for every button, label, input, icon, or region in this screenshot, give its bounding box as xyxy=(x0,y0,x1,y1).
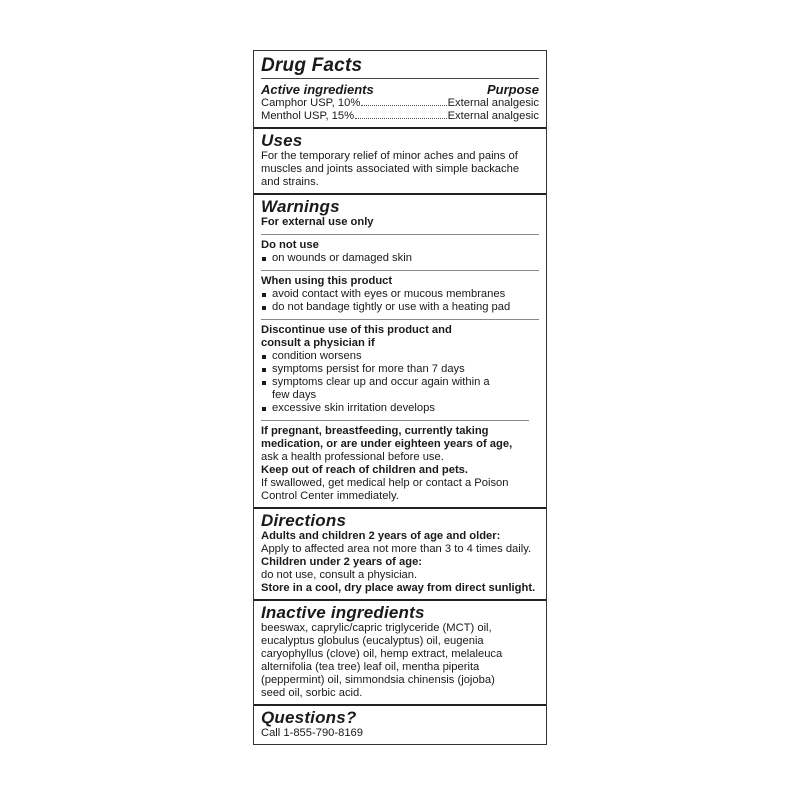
drug-facts-title: Drug Facts xyxy=(261,51,539,79)
directions-section xyxy=(261,509,539,599)
list-item xyxy=(261,376,539,402)
list-item xyxy=(261,288,539,301)
list-item xyxy=(261,252,539,265)
children-dosage-heading: Children under 2 years of age: xyxy=(261,556,423,568)
children-dosage-text: do not use, consult a physician. xyxy=(261,569,418,581)
inactive-ingredients-heading: Inactive ingredients xyxy=(261,603,425,622)
pregnancy-warning xyxy=(261,425,529,464)
active-ingredients-heading: Active ingredients xyxy=(261,82,374,97)
list-item xyxy=(261,301,539,314)
bullet-square-icon xyxy=(262,368,266,372)
bullet-square-icon xyxy=(262,355,266,359)
bullet-text: avoid contact with eyes or mucous membranes xyxy=(272,288,506,300)
warnings-section xyxy=(261,195,539,507)
adults-dosage-text: Apply to affected area not more than 3 to 4 times daily. xyxy=(261,543,532,555)
ingredient-row xyxy=(261,110,539,123)
pregnancy-warning-text: ask a health professional before use. xyxy=(261,451,444,463)
discontinue-heading: Discontinue use of this product and consult a physician if xyxy=(261,324,452,349)
ingredient-purpose: External analgesic xyxy=(447,110,539,122)
active-ingredients-section xyxy=(261,79,539,127)
when-using-list xyxy=(261,288,539,314)
bullet-text: symptoms clear up and occur again within a few days xyxy=(272,376,490,401)
uses-heading: Uses xyxy=(261,131,303,150)
do-not-use-list xyxy=(261,252,539,265)
pregnancy-warning-bold: If pregnant, breastfeeding, currently taking medication, or are under eighteen years of age, xyxy=(261,425,513,450)
questions-section xyxy=(261,706,539,744)
bullet-text: on wounds or damaged skin xyxy=(272,252,412,264)
bullet-text: condition worsens xyxy=(272,350,362,362)
bullet-text: symptoms persist for more than 7 days xyxy=(272,363,465,375)
external-use-text: For external use only xyxy=(261,216,374,228)
pregnancy-warning-block xyxy=(261,420,529,503)
list-item xyxy=(261,350,539,363)
bullet-square-icon xyxy=(262,381,266,385)
bullet-square-icon xyxy=(262,407,266,411)
keep-out-of-reach-text: Keep out of reach of children and pets. xyxy=(261,464,468,476)
ingredient-row xyxy=(261,97,539,110)
ingredient-name: Menthol USP, 15% xyxy=(261,110,355,122)
ingredient-purpose: External analgesic xyxy=(447,97,539,109)
discontinue-block xyxy=(261,319,539,415)
bullet-square-icon xyxy=(262,293,266,297)
list-item xyxy=(261,402,539,415)
warnings-heading: Warnings xyxy=(261,197,340,216)
directions-heading: Directions xyxy=(261,511,347,530)
inactive-ingredients-section xyxy=(261,601,539,704)
list-item xyxy=(261,363,539,376)
purpose-heading: Purpose xyxy=(486,82,539,97)
uses-text: For the temporary relief of minor aches and pains of muscles and joints associated with simple backache and strains. xyxy=(261,150,520,188)
when-using-block xyxy=(261,270,539,314)
questions-heading: Questions? xyxy=(261,708,357,727)
dotted-leader xyxy=(361,105,446,106)
uses-section xyxy=(261,129,539,193)
drug-facts-label xyxy=(253,50,547,745)
dotted-leader xyxy=(355,118,447,119)
when-using-heading: When using this product xyxy=(261,275,393,287)
do-not-use-heading: Do not use xyxy=(261,239,319,251)
bullet-square-icon xyxy=(262,257,266,261)
storage-text: Store in a cool, dry place away from direct sunlight. xyxy=(261,582,536,594)
ingredient-name: Camphor USP, 10% xyxy=(261,97,361,109)
inactive-ingredients-text: beeswax, caprylic/capric triglyceride (MCT) oil, eucalyptus globulus (eucalyptus) oil, eugenia caryophyllus (clove) oil, hemp extract, melaleuca alternifolia (tea tree) leaf oil, mentha piperita (peppermint) oil, simmondsia chinensis (jojoba) seed oil, sorbic acid. xyxy=(261,622,503,699)
bullet-text: do not bandage tightly or use with a heating pad xyxy=(272,301,511,313)
adults-dosage-heading: Adults and children 2 years of age and older: xyxy=(261,530,501,542)
questions-phone: Call 1-855-790-8169 xyxy=(261,727,363,739)
discontinue-list xyxy=(261,350,539,415)
bullet-text: excessive skin irritation develops xyxy=(272,402,435,414)
if-swallowed-text: If swallowed, get medical help or contact a Poison Control Center immediately. xyxy=(261,477,509,502)
bullet-square-icon xyxy=(262,306,266,310)
do-not-use-block xyxy=(261,234,539,265)
